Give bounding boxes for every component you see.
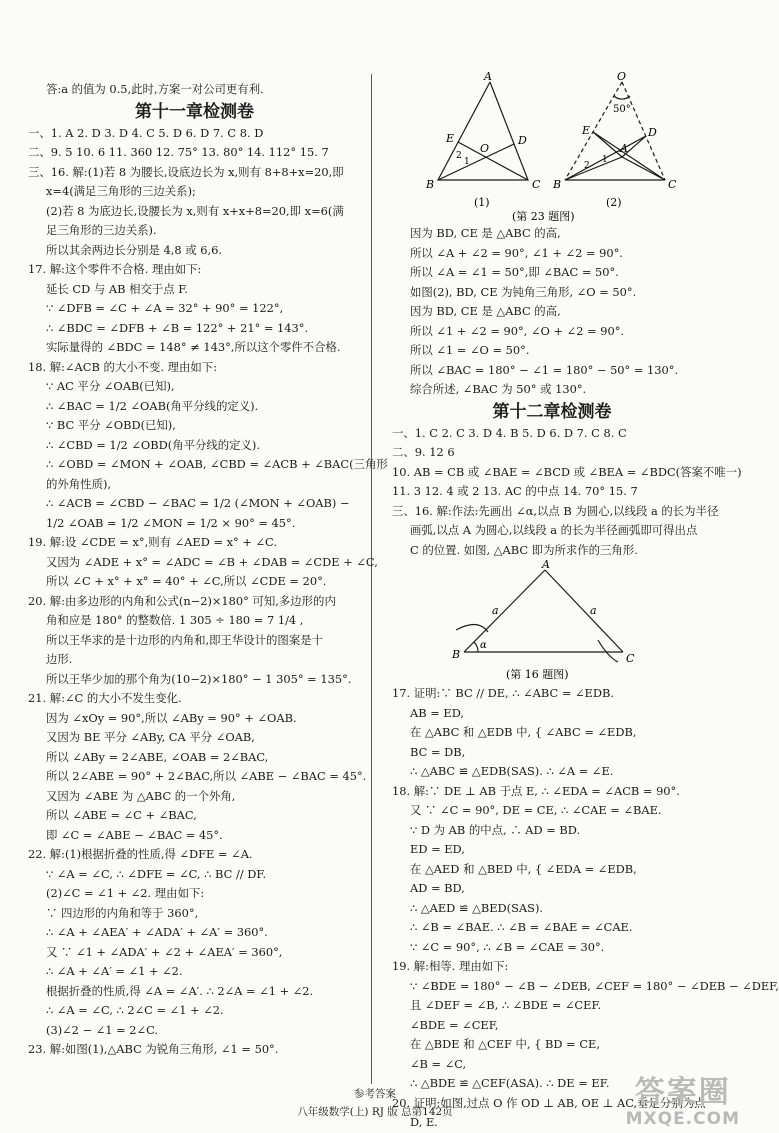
fig23-sub1: (1) [474,196,490,209]
left_lines-line: 22. 解:(1)根据折叠的性质,得 ∠DFE = ∠A. [28,847,253,861]
left_lines-line: 所以 ∠ABE = ∠C + ∠BAC, [46,808,197,822]
watermark-bottom: MXQE.COM [625,1109,740,1129]
left_lines-line: ∴ ∠A + ∠A′ = ∠1 + ∠2. [46,964,183,978]
left_lines-line: ∴ ∠BAC = 1/2 ∠OAB(角平分线的定义). [46,398,259,413]
fig16-label-a2: a [590,604,597,617]
watermark [626,1077,740,1129]
left_lines-line: (2)若 8 为底边长,设腰长为 x,则有 x+x+8=20,即 x=6(满 [46,203,344,218]
left_lines-line: ∵ ∠DFB = ∠C + ∠A = 32° + 90° = 122°, [46,301,284,315]
right_lines_b-line: ∴ ∠B = ∠BAE. ∴ ∠B = ∠BAE = ∠CAE. [410,920,633,934]
right_lines_b-line: D, E. [410,1115,438,1129]
left_lines-line: 所以王华少加的那个角为(10−2)×180° − 1 305° = 135°. [46,671,352,686]
fig23-caption: (第 23 题图) [512,210,575,223]
right_lines_b-line: AB = ED, [410,705,465,720]
right_lines_b-line: 18. 解:∵ DE ⊥ AB 于点 E, ∴ ∠EDA = ∠ACB = 90°. [392,783,680,798]
fig16-label-B: B [452,648,461,661]
right_lines_b-line: ∵ ∠C = 90°, ∴ ∠B = ∠CAE = 30°. [410,939,605,954]
fig23-label-A2: A [620,142,628,155]
right_lines_b-line: AD = BD, [410,881,465,895]
left_lines-line: ∵ 四边形的内角和等于 360°, [46,905,199,920]
fig23-label-C2: C [668,178,677,191]
left_lines-line: 即 ∠C = ∠ABE − ∠BAC = 45°. [46,827,223,842]
right_lines_b-line: 且 ∠DEF = ∠B, ∴ ∠BDE = ∠CEF. [410,998,602,1012]
right_lines_b-line: 在 △AED 和 △BED 中, { ∠EDA = ∠EDB, [410,861,637,876]
right_lines_b-line: 19. 解:相等. 理由如下: [392,959,509,973]
right_lines_a-line: 三、16. 解:作法:先画出 ∠α,以点 B 为圆心,以线段 a 的长为半径 [392,503,719,518]
left_lines-line: 20. 解:由多边形的内角和公式(n−2)×180° 可知,多边形的内 [28,593,336,608]
chapter-12-title: 第十二章检测卷 [492,401,612,422]
right_lines_a-line: 因为 BD, CE 是 △ABC 的高, [410,304,561,318]
left_lines-line: 所以 ∠ABy = 2∠ABE, ∠OAB = 2∠BAC, [46,749,269,764]
right_lines_b-line: ∴ △BDE ≌ △CEF(ASA). ∴ DE = EF. [410,1076,610,1090]
left_lines-line: 答:a 的值为 0.5,此时,方案一对公司更有利. [46,82,264,96]
left_lines-line: 所以王华求的是十边形的内角和,即王华设计的图案是十 [46,632,323,647]
left_lines-line: 所以 ∠C + x° + x° = 40° + ∠C,所以 ∠CDE = 20°. [46,574,327,588]
right-text-b [392,684,779,1133]
right_lines_a-line: 所以 ∠BAC = 180° − ∠1 = 180° − 50° = 130°. [410,362,679,377]
fig23-label-D1: D [518,134,527,147]
left_lines-line: ∴ ∠A = ∠C, ∴ 2∠C = ∠1 + ∠2. [46,1003,224,1017]
left_lines-line: 又因为 ∠ABE 为 △ABC 的一个外角, [46,788,236,803]
left-column [28,80,388,1060]
right_lines_a-line: 所以 ∠A + ∠2 = 90°, ∠1 + ∠2 = 90°. [410,245,623,260]
left_lines-line: 因为 ∠xOy = 90°,所以 ∠ABy = 90° + ∠OAB. [46,710,297,725]
watermark-top: 答案圈 [634,1075,731,1110]
right_lines_a-line: 二、9. 12 6 [392,445,455,459]
right_lines_b-line: ∵ ∠BDE = 180° − ∠B − ∠DEB, ∠CEF = 180° − ∠DEB − ∠DEF, [410,978,779,993]
fig16-label-C: C [626,652,635,665]
fig16-label-alpha: α [480,640,487,651]
right_lines_b-line: ∴ △ABC ≌ △EDB(SAS). ∴ ∠A = ∠E. [410,764,614,778]
fig23-label-1: 1 [464,157,470,167]
right_lines_a-line: 10. AB = CB 或 ∠BAE = ∠BCD 或 ∠BEA = ∠BDC(答案不唯一) [392,464,742,479]
left_lines-line: ∵ ∠A = ∠C, ∴ ∠DFE = ∠C, ∴ BC // DF. [46,866,267,881]
right_lines_b-line: ∴ △AED ≌ △BED(SAS). [410,900,544,915]
chapter-11-title: 第十一章检测卷 [135,101,254,122]
left_lines-line: ∴ ∠CBD = 1/2 ∠OBD(角平分线的定义). [46,437,260,452]
fig23-label-E1: E [446,132,455,145]
right_lines_a-line: 因为 BD, CE 是 △ABC 的高, [410,226,561,240]
right_lines_a-line: 画弧,以点 A 为圆心,以线段 a 的长为半径画弧即可得出点 [410,523,698,537]
right_lines_a-line: 一、1. C 2. C 3. D 4. B 5. D 6. D 7. C 8. C [392,425,627,440]
column-separator [371,74,372,1084]
footer-bottom: 八年级数学(上) RJ 版 总第142页 [297,1106,453,1118]
left_lines-line: 二、9. 5 10. 6 11. 360 12. 75° 13. 80° 14. 112° 15. 7 [28,145,329,159]
right_lines_a-line: 所以 ∠A = ∠1 = 50°,即 ∠BAC = 50°. [410,265,619,279]
left_lines-line: ∵ BC 平分 ∠OBD(已知), [46,418,176,432]
right_lines_b-line: 20. 证明:如图,过点 O 作 OD ⊥ AB, OE ⊥ AC,垂足分别为点 [392,1095,706,1110]
left_lines-line: 21. 解:∠C 的大小不发生变化. [28,691,182,705]
left_lines-line: 23. 解:如图(1),△ABC 为锐角三角形, ∠1 = 50°. [28,1042,279,1056]
fig23-label-1b: 1 [602,155,608,165]
left_lines-line: ∴ ∠BDC = ∠DFB + ∠B = 122° + 21° = 143°. [46,320,309,335]
left_lines-line: 又因为 BE 平分 ∠ABy, CA 平分 ∠OAB, [46,730,255,744]
left_lines-line: 实际量得的 ∠BDC = 148° ≠ 143°,所以这个零件不合格. [46,340,341,354]
right_lines_b-line: 在 △ABC 和 △EDB 中, { ∠ABC = ∠EDB, [410,725,637,739]
left_lines-line: 又因为 ∠ADE + x° = ∠ADC = ∠B + ∠DAB = ∠CDE + ∠C, [46,554,378,569]
right_lines_b-line: ∠B = ∠C, [410,1056,467,1071]
right_lines_b-line: 又 ∵ ∠C = 90°, DE = CE, ∴ ∠CAE = ∠BAE. [410,803,662,817]
fig23-label-B2: B [553,178,562,191]
left_lines-line: x=4(满足三角形的三边关系); [46,184,196,198]
right_lines_b-line: ED = ED, [410,842,465,856]
left_lines-line: 延长 CD 与 AB 相交于点 F. [46,281,189,296]
fig23-label-C1: C [532,178,541,191]
fig23-label-B1: B [426,178,435,191]
left_lines-line: 所以其余两边长分别是 4,8 或 6,6. [46,242,223,257]
fig23-label-D2: D [648,126,657,139]
fig16-label-a1: a [492,604,499,617]
right_lines_a-line: 综合所述, ∠BAC 为 50° 或 130°. [410,382,587,396]
fig23-label-E2: E [582,124,591,137]
right_lines_b-line: 在 △BDE 和 △CEF 中, { BD = CE, [410,1037,600,1051]
left_lines-line: ∵ AC 平分 ∠OAB(已知), [46,379,175,393]
right_lines_b-line: BC = DB, [410,744,466,759]
fig23-label-2: 2 [456,151,462,161]
left_lines-line: (3)∠2 − ∠1 = 2∠C. [46,1022,159,1037]
fig16-caption: (第 16 题图) [506,668,569,681]
left_lines-line: 19. 解:设 ∠CDE = x°,则有 ∠AED = x° + ∠C. [28,535,277,549]
right_lines_a-line: C 的位置. 如图, △ABC 即为所求作的三角形. [410,542,638,557]
left_lines-line: 角和应是 180° 的整数倍. 1 305 ÷ 180 = 7 1/4 , [46,613,304,627]
right_lines_a-line: 所以 ∠1 + ∠2 = 90°, ∠O + ∠2 = 90°. [410,323,625,338]
right_lines_b-line: ∵ D 为 AB 的中点, ∴ AD = BD. [410,822,581,837]
fig16-label-A: A [542,558,550,571]
left_lines-line: ∴ ∠OBD = ∠MON + ∠OAB, ∠CBD = ∠ACB + ∠BAC(三角形 [46,457,388,471]
left_lines-line: ∴ ∠A + ∠AEA′ + ∠ADA′ + ∠A′ = 360°. [46,925,268,939]
fig23-label-O1: O [480,142,490,155]
fig23-label-O2: O [617,70,627,83]
fig23-label-A1: A [484,70,492,83]
figure-23 [400,72,700,222]
fig23-sub2-label: (2) [606,196,622,209]
left_lines-line: 1/2 ∠OAB = 1/2 ∠MON = 1/2 × 90° = 45°. [46,515,296,530]
figure-16 [448,558,648,682]
left_lines-line: 根据折叠的性质,得 ∠A = ∠A′. ∴ 2∠A = ∠1 + ∠2. [46,983,314,998]
right_lines_b-line: 17. 证明:∵ BC // DE, ∴ ∠ABC = ∠EDB. [392,686,614,700]
left_lines-line: 又 ∵ ∠1 + ∠ADA′ + ∠2 + ∠AEA′ = 360°, [46,944,283,959]
left_lines-line: 足三角形的三边关系). [46,223,157,237]
left_lines-line: 一、1. A 2. D 3. D 4. C 5. D 6. D 7. C 8. D [28,125,264,140]
right_lines_a-line: 11. 3 12. 4 或 2 13. AC 的中点 14. 70° 15. 7 [392,484,638,498]
left_lines-line: 边形. [46,652,73,666]
left_lines-line: 的外角性质), [46,476,112,491]
figure-16-wrap [448,558,648,685]
left_lines-line: ∴ ∠ACB = ∠CBD − ∠BAC = 1/2 (∠MON + ∠OAB) − [46,496,350,510]
right-text-a [392,224,742,560]
left_lines-line: 所以 2∠ABE = 90° + 2∠BAC,所以 ∠ABE − ∠BAC = 45°. [46,769,367,783]
left_lines-line: (2)∠C = ∠1 + ∠2. 理由如下: [46,886,205,900]
fig23-label-2b: 2 [584,161,590,171]
right_lines_b-line: ∠BDE = ∠CEF, [410,1017,499,1032]
fig23-angle-50: 50° [613,104,631,115]
left_lines-line: 17. 解:这个零件不合格. 理由如下: [28,262,202,276]
right_lines_a-line: 如图(2), BD, CE 为钝角三角形, ∠O = 50°. [410,284,637,299]
left_lines-line: 18. 解:∠ACB 的大小不变. 理由如下: [28,359,218,374]
left_lines-line: 三、16. 解:(1)若 8 为腰长,设底边长为 x,则有 8+8+x=20,即 [28,164,344,179]
footer-top: 参考答案 [354,1088,396,1100]
right_lines_a-line: 所以 ∠1 = ∠O = 50°. [410,343,530,357]
